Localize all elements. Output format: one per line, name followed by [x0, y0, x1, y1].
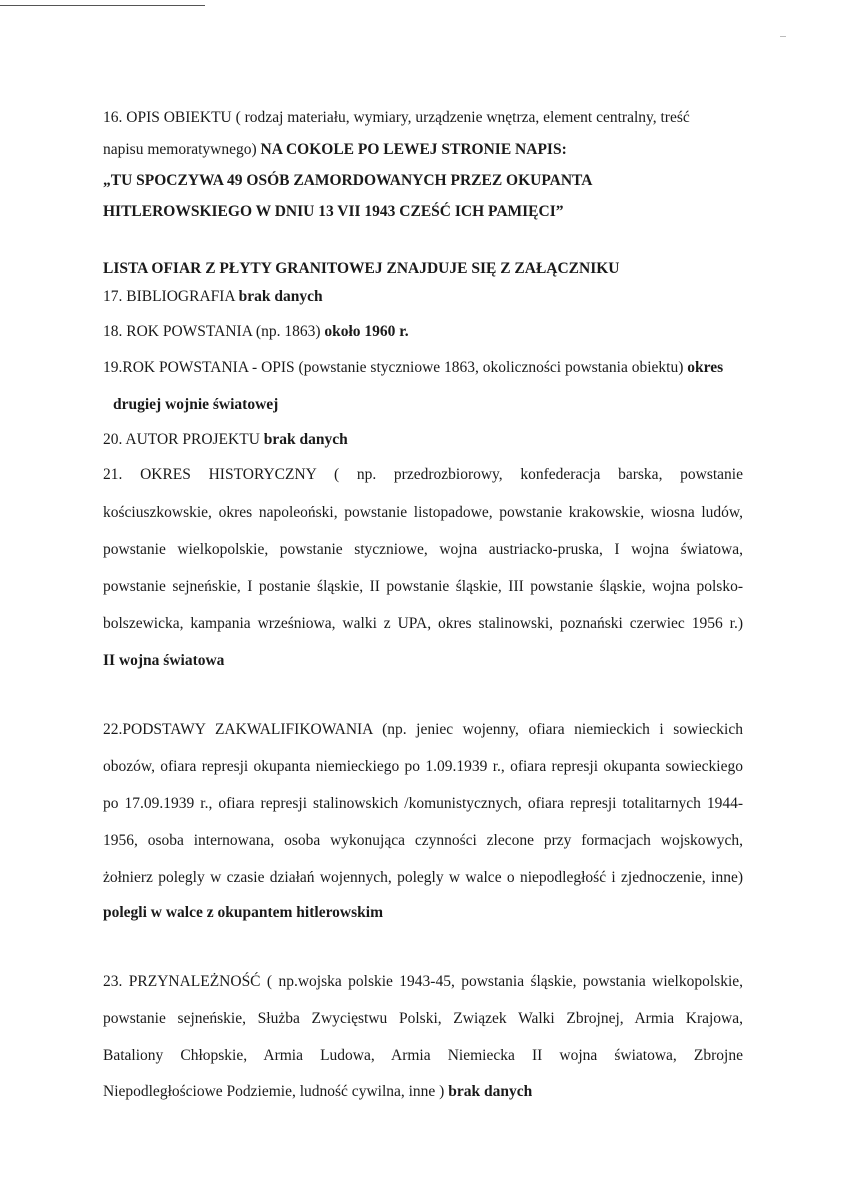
section20-label: 20. AUTOR PROJEKTU — [103, 431, 264, 448]
section21-value: II wojna światowa — [103, 652, 225, 669]
section21-line3: powstanie wielkopolskie, powstanie styczniowe, wojna austriacko-pruska, I wojna światowa, — [103, 541, 743, 558]
section23-line4-text: Niepodległościowe Podziemie, ludność cywilna, inne ) — [103, 1083, 449, 1100]
section23-line1: 23. PRZYNALEŻNOŚĆ ( np.wojska polskie 1943-45, powstania śląskie, powstania wielkopolskie, — [103, 973, 743, 990]
section23-line2: powstanie sejneńskie, Służba Zwycięstwu Polski, Związek Walki Zbrojnej, Armia Krajowa, — [103, 1010, 743, 1027]
section23-line4 — [103, 1082, 743, 1102]
section18-label: 18. ROK POWSTANIA (np. 1863) — [103, 323, 325, 340]
section20-value: brak danych — [263, 431, 348, 448]
section22-line1: 22.PODSTAWY ZAKWALIFIKOWANIA (np. jeniec wojenny, ofiara niemieckich i sowieckich — [103, 721, 743, 738]
section16-inscription-line1: „TU SPOCZYWA 49 OSÓB ZAMORDOWANYCH PRZEZ OKUPANTA — [103, 172, 593, 189]
section22-line3: po 17.09.1939 r., ofiara represji stalinowskich /komunistycznych, ofiara represji totalitarnych 1944- — [103, 795, 743, 812]
section18-value: około 1960 r. — [324, 323, 409, 340]
scan-top-rule — [0, 5, 205, 6]
section18-year — [103, 322, 743, 342]
section17-bibliography — [103, 287, 743, 307]
section19-value2: drugiej wojnie światowej — [113, 396, 279, 413]
section16-victims-list-note: LISTA OFIAR Z PŁYTY GRANITOWEJ ZNAJDUJE SIĘ Z ZAŁĄCZNIKU — [103, 260, 620, 277]
section16-line2-bold: NA COKOLE PO LEWEJ STRONIE NAPIS: — [260, 141, 567, 158]
section16-line1: 16. OPIS OBIEKTU ( rodzaj materiału, wymiary, urządzenie wnętrza, element centralny, treść — [103, 109, 690, 126]
section16-line2-text: napisu memoratywnego) — [103, 141, 261, 158]
section21-line1: 21. OKRES HISTORYCZNY ( np. przedrozbiorowy, konfederacja barska, powstanie — [103, 466, 743, 483]
section21-line4: powstanie sejneńskie, I postanie śląskie, II powstanie śląskie, III powstanie śląskie, wojna polsko- — [103, 578, 743, 595]
section20-author — [103, 430, 743, 450]
section23-value: brak danych — [448, 1083, 533, 1100]
section21-line2: kościuszkowskie, okres napoleoński, powstanie listopadowe, powstanie krakowskie, wiosna ludów, — [103, 504, 743, 521]
section17-value: brak danych — [238, 288, 323, 305]
scan-mark — [780, 36, 786, 37]
section22-line5: żołnierz polegly w czasie działań wojennych, polegly w walce o niepodległość i zjednoczenie, inne) — [103, 869, 743, 886]
section22-value: polegli w walce z okupantem hitlerowskim — [103, 904, 383, 921]
section17-label: 17. BIBLIOGRAFIA — [103, 288, 239, 305]
section21-line5: bolszewicka, kampania wrześniowa, walki z UPA, okres stalinowski, poznański czerwiec 1956 r.) — [103, 615, 743, 632]
section16-inscription-line2: HITLEROWSKIEGO W DNIU 13 VII 1943 CZEŚĆ ICH PAMIĘCI” — [103, 203, 564, 220]
section19-description — [103, 358, 743, 378]
section22-line2: obozów, ofiara represji okupanta niemieckiego po 1.09.1939 r., ofiara represji okupanta sowieckiego — [103, 758, 743, 775]
section19-label: 19.ROK POWSTANIA - OPIS (powstanie styczniowe 1863, okoliczności powstania obiektu) — [103, 359, 688, 376]
section16-line2 — [103, 140, 743, 160]
section19-value1: okres — [687, 359, 724, 376]
section23-line3: Bataliony Chłopskie, Armia Ludowa, Armia Niemiecka II wojna światowa, Zbrojne — [103, 1047, 743, 1064]
section22-line4: 1956, osoba internowana, osoba wykonująca czynności zlecone przy formacjach wojskowych, — [103, 832, 743, 849]
